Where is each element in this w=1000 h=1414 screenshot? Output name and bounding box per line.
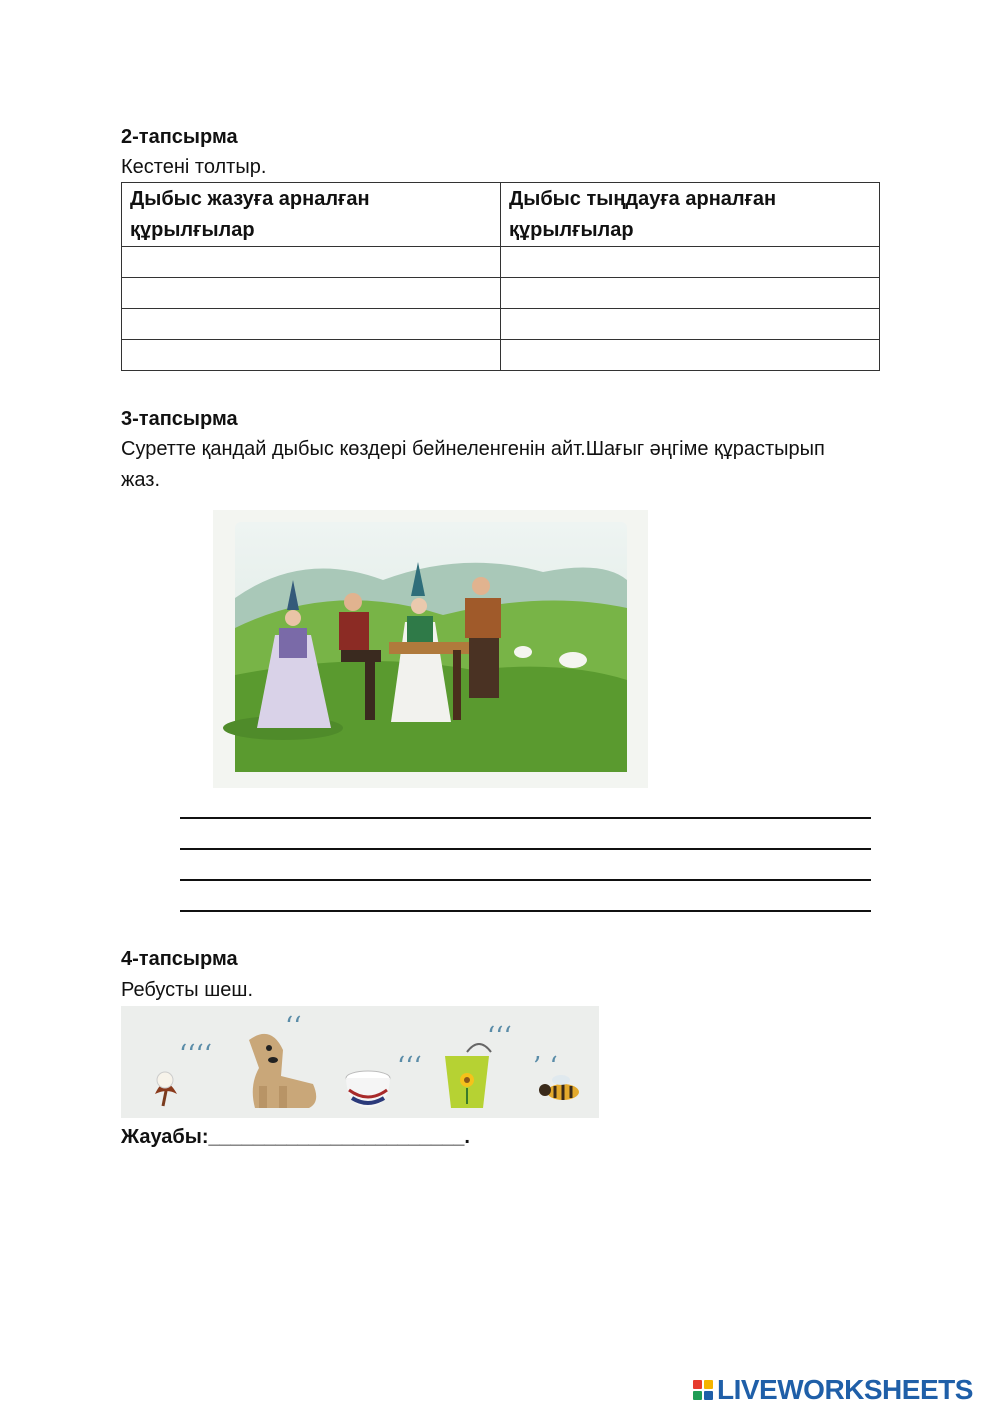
table-row xyxy=(122,340,880,371)
bowl-icon xyxy=(346,1071,390,1108)
task3-instruction: Суретте қандай дыбыс көздері бейнеленгенін айт.Шағыг әңгіме құрастырып жаз. xyxy=(121,438,825,491)
task4-title: 4-тапсырма xyxy=(121,948,238,970)
table-header-row xyxy=(122,183,880,247)
rebus-marks-1: ‘‘‘‘ xyxy=(179,1040,213,1070)
table-row xyxy=(122,278,880,309)
rebus-strip xyxy=(121,1006,599,1118)
listening-device-input[interactable] xyxy=(509,247,875,275)
story-input[interactable] xyxy=(180,880,875,908)
table-cell[interactable] xyxy=(501,309,880,340)
table-cell[interactable] xyxy=(501,247,880,278)
header-listening-devices: Дыбыс тыңдауға арналған құрылғылар xyxy=(501,183,880,247)
story-line-4[interactable] xyxy=(180,910,871,912)
answer-label: Жауабы: xyxy=(121,1126,209,1148)
rebus-marks-2: ‘‘ xyxy=(285,1012,302,1042)
task2-instruction: Кестені толтыр. xyxy=(121,156,267,178)
table-row xyxy=(122,309,880,340)
story-input[interactable] xyxy=(180,818,875,846)
rebus-marks-5: ’ ‘ xyxy=(533,1052,558,1082)
task3-title: 3-тапсырма xyxy=(121,408,238,430)
answer-row xyxy=(121,1126,470,1149)
table-cell[interactable] xyxy=(501,278,880,309)
story-input[interactable] xyxy=(180,787,875,815)
rebus-marks-3: ‘‘‘ xyxy=(397,1052,422,1082)
table-cell[interactable] xyxy=(122,309,501,340)
table-row xyxy=(122,247,880,278)
logo-grid-icon xyxy=(693,1380,713,1400)
story-input[interactable] xyxy=(180,849,875,877)
recording-device-input[interactable] xyxy=(130,278,496,306)
answer-blank[interactable]: _______________________. xyxy=(208,1126,470,1148)
table-cell[interactable] xyxy=(122,247,501,278)
brand-name: LIVEWORKSHEETS xyxy=(717,1374,973,1405)
table-cell[interactable] xyxy=(122,340,501,371)
musicians-illustration xyxy=(213,510,648,788)
task2-title: 2-тапсырма xyxy=(121,126,238,148)
listening-device-input[interactable] xyxy=(509,278,875,306)
header-recording-devices: Дыбыс жазуға арналған құрылғылар xyxy=(122,183,501,247)
recording-device-input[interactable] xyxy=(130,247,496,275)
bucket-icon xyxy=(445,1044,491,1108)
recording-device-input[interactable] xyxy=(130,309,496,337)
dog-icon xyxy=(249,1034,316,1108)
listening-device-input[interactable] xyxy=(509,340,875,368)
liveworksheets-logo xyxy=(693,1375,973,1405)
table-cell[interactable] xyxy=(122,278,501,309)
listening-device-input[interactable] xyxy=(509,309,875,337)
devices-table xyxy=(121,182,880,371)
cotton-icon xyxy=(155,1072,177,1106)
table-cell[interactable] xyxy=(501,340,880,371)
task4-instruction: Ребусты шеш. xyxy=(121,979,254,1001)
recording-device-input[interactable] xyxy=(130,340,496,368)
rebus-marks-4: ‘‘‘ xyxy=(487,1022,512,1052)
